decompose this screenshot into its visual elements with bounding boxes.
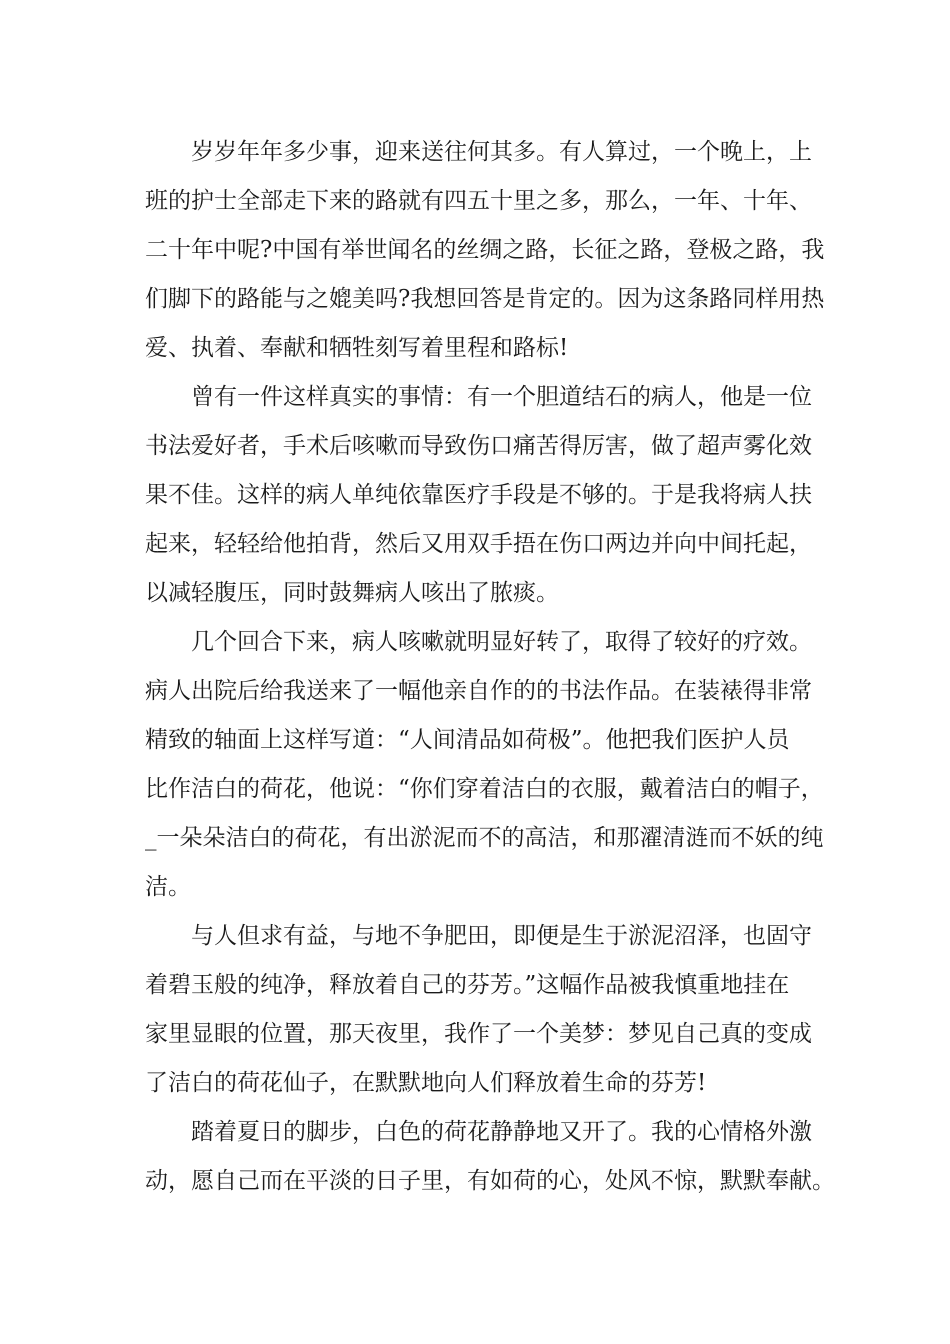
- document-body: [145, 128, 835, 1206]
- text-line: 了洁白的荷花仙子，在默默地向人们释放着生命的芬芳!: [145, 1070, 707, 1096]
- text-line: _一朵朵洁白的荷花，有出淤泥而不的高洁，和那濯清涟而不妖的纯: [145, 825, 824, 851]
- text-line: 曾有一件这样真实的事情：有一个胆道结石的病人，他是一位: [191, 384, 812, 410]
- text-line: 书法爱好者，手术后咳嗽而导致伤口痛苦得厉害，做了超声雾化效: [145, 433, 812, 459]
- paragraph-5: [145, 1108, 835, 1206]
- paragraph-2: [145, 373, 815, 618]
- text-line: 们脚下的路能与之媲美吗?我想回答是肯定的。因为这条路同样用热: [145, 286, 825, 312]
- text-line: 动，愿自己而在平淡的日子里，有如荷的心，处风不惊，默默奉献。: [145, 1168, 835, 1194]
- text-line: 果不佳。这样的病人单纯依靠医疗手段是不够的。于是我将病人扶: [145, 482, 812, 508]
- text-line: 班的护士全部走下来的路就有四五十里之多，那么，一年、十年、: [145, 188, 812, 214]
- text-line: 几个回合下来，病人咳嗽就明显好转了，取得了较好的疗效。: [191, 629, 812, 655]
- paragraph-4: [145, 912, 815, 1108]
- paragraph-1: [145, 128, 825, 373]
- text-line: 踏着夏日的脚步，白色的荷花静静地又开了。我的心情格外激: [191, 1119, 812, 1145]
- text-line: 以减轻腹压，同时鼓舞病人咳出了脓痰。: [145, 580, 559, 606]
- text-line: 洁。: [145, 874, 191, 900]
- text-line: 家里显眼的位置，那天夜里，我作了一个美梦：梦见自己真的变成: [145, 1021, 812, 1047]
- text-line: 病人出院后给我送来了一幅他亲自作的的书法作品。在装裱得非常: [145, 678, 812, 704]
- text-line: 比作洁白的荷花，他说：“你们穿着洁白的衣服，戴着洁白的帽子，: [145, 776, 824, 802]
- text-line: 爱、执着、奉献和牺牲刻写着里程和路标!: [145, 335, 569, 361]
- text-line: 着碧玉般的纯净，释放着自己的芬芳。”这幅作品被我慎重地挂在: [145, 972, 790, 998]
- text-line: 岁岁年年多少事，迎来送往何其多。有人算过，一个晚上，上: [191, 139, 812, 165]
- text-line: 起来，轻轻给他拍背，然后又用双手捂在伤口两边并向中间托起，: [145, 531, 812, 557]
- text-line: 精致的轴面上这样写道：“人间清品如荷极”。他把我们医护人员: [145, 727, 790, 753]
- paragraph-3: [145, 618, 824, 912]
- text-line: 二十年中呢?中国有举世闻名的丝绸之路，长征之路，登极之路，我: [145, 237, 825, 263]
- text-line: 与人但求有益，与地不争肥田，即便是生于淤泥沼泽，也固守: [191, 923, 812, 949]
